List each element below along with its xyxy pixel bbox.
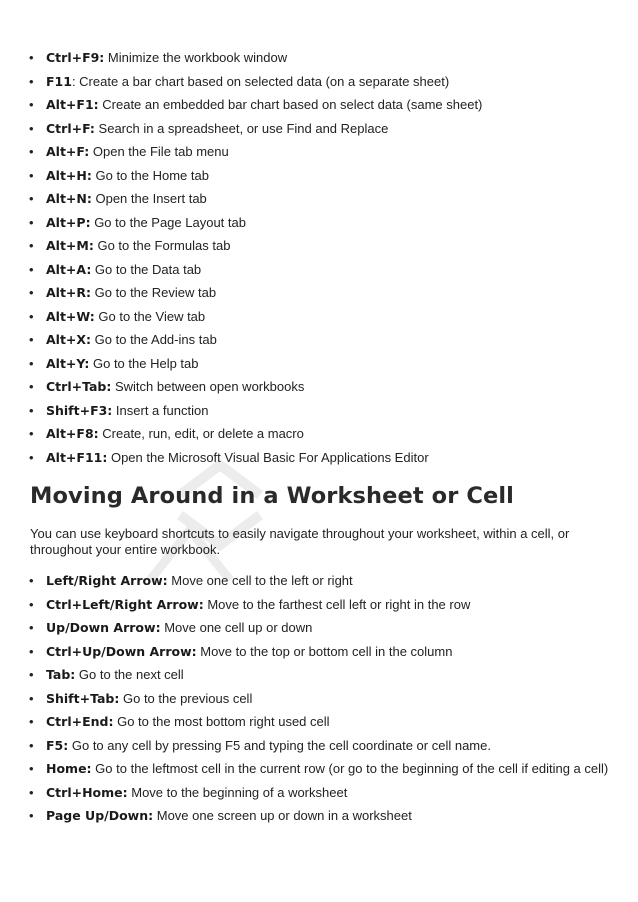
shortcut-description: Go to the next cell (75, 667, 184, 682)
navigation-shortcut-item (26, 667, 616, 683)
shortcut-description: Go to the Data tab (91, 261, 202, 277)
navigation-shortcut-item (26, 761, 616, 777)
navigation-shortcut-item (26, 644, 616, 660)
shortcut-key: Page Up/Down: (46, 808, 154, 823)
bullet-icon: • (29, 402, 34, 418)
shortcut-item (26, 426, 616, 442)
shortcut-description: Go to the Review tab (91, 285, 217, 300)
shortcut-description: Go to the previous cell (119, 690, 253, 706)
navigation-shortcut-item (26, 785, 616, 801)
shortcut-key: Alt+A: (46, 261, 92, 277)
bullet-icon: • (29, 120, 34, 136)
shortcut-description: Go to the Formulas tab (93, 238, 231, 253)
shortcut-description: Move one screen up or down in a worksheet (153, 808, 412, 823)
shortcut-description: Create, run, edit, or delete a macro (98, 426, 304, 441)
shortcut-item (26, 168, 616, 184)
shortcut-item (26, 309, 616, 325)
shortcut-description: Go to the Home tab (91, 167, 209, 183)
shortcut-key: Alt+W: (46, 308, 95, 324)
shortcut-key: Alt+F8: (46, 426, 99, 441)
shortcut-item (26, 121, 616, 137)
shortcut-description: : Create a bar chart based on selected data (on a separate sheet) (71, 73, 450, 89)
shortcut-item (26, 50, 616, 66)
shortcut-key: Alt+M: (46, 238, 94, 253)
bullet-icon: • (29, 261, 34, 277)
shortcut-description: Switch between open workbooks (111, 379, 305, 394)
shortcut-description: Open the Insert tab (91, 191, 207, 206)
bullet-icon: • (29, 332, 34, 347)
navigation-shortcut-item (26, 738, 616, 754)
navigation-shortcut-item (26, 597, 616, 613)
shortcut-description: Go to any cell by pressing F5 and typing the cell coordinate or cell name. (68, 737, 491, 753)
shortcut-item (26, 403, 616, 419)
shortcut-key: Alt+P: (46, 214, 91, 230)
shortcut-key: Shift+F3: (46, 402, 113, 418)
bullet-icon: • (29, 690, 34, 706)
shortcut-item (26, 97, 616, 113)
shortcut-key: Alt+R: (46, 285, 92, 300)
bullet-icon: • (29, 596, 34, 612)
shortcut-item (26, 262, 616, 278)
shortcut-description: Go to the leftmost cell in the current row (or go to the beginning of the cell if editing a cell) (91, 761, 609, 776)
shortcut-key: Ctrl+Home: (46, 784, 128, 800)
shortcut-description: Move to the farthest cell left or right in the row (203, 596, 471, 612)
bullet-icon: • (29, 97, 34, 112)
bullet-icon: • (29, 573, 34, 588)
shortcut-key: Alt+F11: (46, 449, 108, 465)
shortcut-description: Go to the Add-ins tab (91, 332, 217, 347)
bullet-icon: • (29, 426, 34, 441)
bullet-icon: • (29, 50, 34, 65)
bullet-icon: • (29, 784, 34, 800)
shortcut-key: Tab: (46, 667, 76, 682)
shortcut-description: Go to the View tab (94, 308, 206, 324)
shortcut-description: Move one cell up or down (160, 620, 313, 635)
bullet-icon: • (29, 737, 34, 753)
shortcut-key: Shift+Tab: (46, 690, 120, 706)
shortcut-key: Alt+Y: (46, 355, 90, 371)
shortcut-item (26, 332, 616, 348)
bullet-icon: • (29, 379, 34, 394)
section-heading: Moving Around in a Worksheet or Cell (30, 483, 514, 509)
bullet-icon: • (29, 761, 34, 776)
shortcut-description: Create an embedded bar chart based on select data (same sheet) (98, 97, 483, 112)
shortcut-description: Open the File tab menu (89, 144, 229, 159)
navigation-shortcut-item (26, 691, 616, 707)
bullet-icon: • (29, 808, 34, 823)
bullet-icon: • (29, 308, 34, 324)
shortcut-item (26, 379, 616, 395)
navigation-shortcut-item (26, 573, 616, 589)
bullet-icon: • (29, 449, 34, 465)
shortcut-description: Go to the most bottom right used cell (113, 714, 330, 729)
shortcut-item (26, 144, 616, 160)
shortcut-key: Alt+X: (46, 332, 92, 347)
shortcut-key: Alt+N: (46, 191, 92, 206)
watermark-logo (120, 455, 320, 585)
shortcut-description: Go to the Page Layout tab (90, 214, 246, 230)
bullet-icon: • (29, 144, 34, 159)
navigation-shortcut-item (26, 714, 616, 730)
shortcut-list-navigation (26, 573, 616, 832)
shortcut-description: Insert a function (112, 402, 209, 418)
bullet-icon: • (29, 285, 34, 300)
shortcut-description: Move to the beginning of a worksheet (127, 784, 348, 800)
shortcut-item (26, 356, 616, 372)
shortcut-description: Open the Microsoft Visual Basic For Applications Editor (107, 449, 429, 465)
shortcut-key: Alt+H: (46, 167, 92, 183)
shortcut-description: Go to the Help tab (89, 355, 199, 371)
shortcut-description: Move one cell to the left or right (167, 573, 353, 588)
shortcut-key: F5: (46, 737, 69, 753)
shortcut-list-general (26, 50, 616, 473)
shortcut-item (26, 450, 616, 466)
bullet-icon: • (29, 191, 34, 206)
bullet-icon: • (29, 643, 34, 659)
shortcut-key: Ctrl+Left/Right Arrow: (46, 596, 204, 612)
shortcut-item (26, 238, 616, 254)
shortcut-key: Alt+F1: (46, 97, 99, 112)
bullet-icon: • (29, 214, 34, 230)
shortcut-description: Search in a spreadsheet, or use Find and Replace (94, 120, 389, 136)
bullet-icon: • (29, 73, 34, 89)
shortcut-description: Move to the top or bottom cell in the column (196, 643, 453, 659)
shortcut-key: Ctrl+F: (46, 120, 95, 136)
shortcut-item (26, 191, 616, 207)
shortcut-key: Up/Down Arrow: (46, 620, 161, 635)
bullet-icon: • (29, 355, 34, 371)
shortcut-key: Alt+F: (46, 144, 90, 159)
bullet-icon: • (29, 167, 34, 183)
bullet-icon: • (29, 714, 34, 729)
shortcut-key: F11 (46, 73, 72, 89)
shortcut-item (26, 215, 616, 231)
shortcut-key: Ctrl+Tab: (46, 379, 112, 394)
navigation-shortcut-item (26, 808, 616, 824)
shortcut-item (26, 74, 616, 90)
bullet-icon: • (29, 238, 34, 253)
shortcut-key: Ctrl+Up/Down Arrow: (46, 643, 197, 659)
shortcut-key: Left/Right Arrow: (46, 573, 168, 588)
shortcut-key: Home: (46, 761, 92, 776)
shortcut-item (26, 285, 616, 301)
navigation-shortcut-item (26, 620, 616, 636)
section-intro: You can use keyboard shortcuts to easily navigate throughout your worksheet, within a cell, or throughout your entire workbook. (30, 526, 570, 557)
bullet-icon: • (29, 620, 34, 635)
shortcut-key: Ctrl+End: (46, 714, 114, 729)
bullet-icon: • (29, 667, 34, 682)
shortcut-description: Minimize the workbook window (104, 50, 288, 65)
shortcut-key: Ctrl+F9: (46, 50, 105, 65)
